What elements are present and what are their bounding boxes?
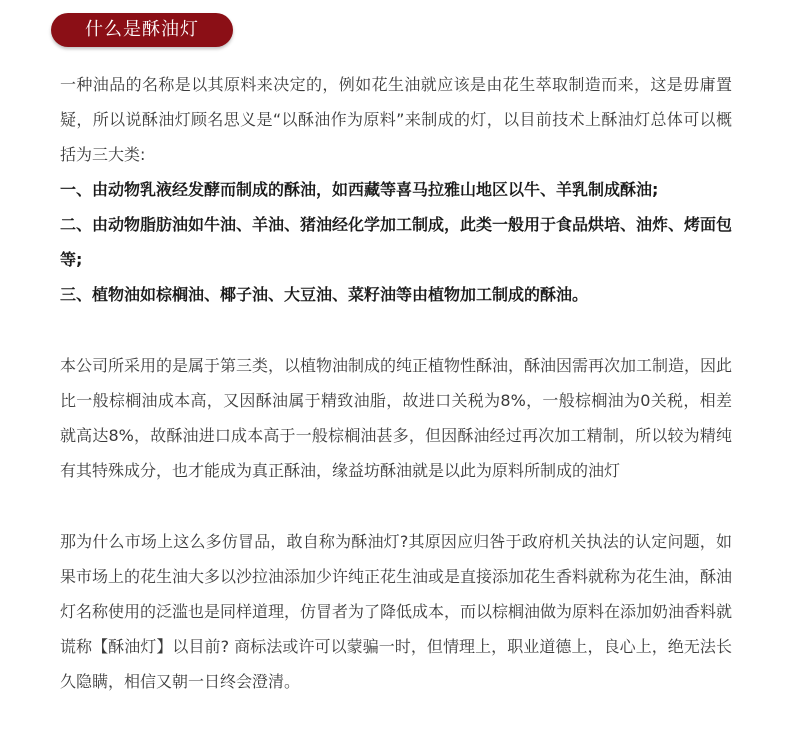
article-content xyxy=(60,67,732,699)
company-paragraph: 本公司所采用的是属于第三类，以植物油制成的纯正植物性酥油，酥油因需再次加工制造，因此比一般棕榈油成本高，又因酥油属于精致油脂，故进口关税为8%，一般棕榈油为0关税，相差就高达8%，故酥油进口成本高于一般棕榈油甚多，但因酥油经过再次加工精制，所以较为精纯有其特殊成分，也才能成为真正酥油，缘益坊酥油就是以此为原料所制成的油灯 xyxy=(60,356,733,480)
paragraph-spacer xyxy=(60,312,732,348)
counterfeit-paragraph: 那为什么市场上这么多仿冒品，敢自称为酥油灯?其原因应归咎于政府机关执法的认定问题，如果市场上的花生油大多以沙拉油添加少许纯正花生油或是直接添加花生香料就称为花生油，酥油灯名称使用的泛滥也是同样道理，仿冒者为了降低成本，而以棕榈油做为原料在添加奶油香料就谎称【酥油灯】以目前? 商标法或许可以蒙骗一时，但情理上，职业道德上，良心上，绝无法长久隐瞒，相信又朝一日终会澄清。 xyxy=(60,532,733,691)
intro-paragraph: 一种油品的名称是以其原料来决定的，例如花生油就应该是由花生萃取制造而来，这是毋庸置疑，所以说酥油灯顾名思义是“以酥油作为原料”来制成的灯，以目前技术上酥油灯总体可以概括为三大类: xyxy=(60,75,732,164)
category-3: 三、植物油如棕榈油、椰子油、大豆油、菜籽油等由植物加工制成的酥油。 xyxy=(60,285,589,304)
category-2: 二、由动物脂肪油如牛油、羊油、猪油经化学加工制成，此类一般用于食品烘培、油炸、烤面包等; xyxy=(60,215,733,269)
paragraph-spacer xyxy=(60,488,732,524)
category-1: 一、由动物乳液经发酵而制成的酥油，如西藏等喜马拉雅山地区以牛、羊乳制成酥油; xyxy=(60,180,659,199)
section-title-badge: 什么是酥油灯 xyxy=(51,13,233,47)
